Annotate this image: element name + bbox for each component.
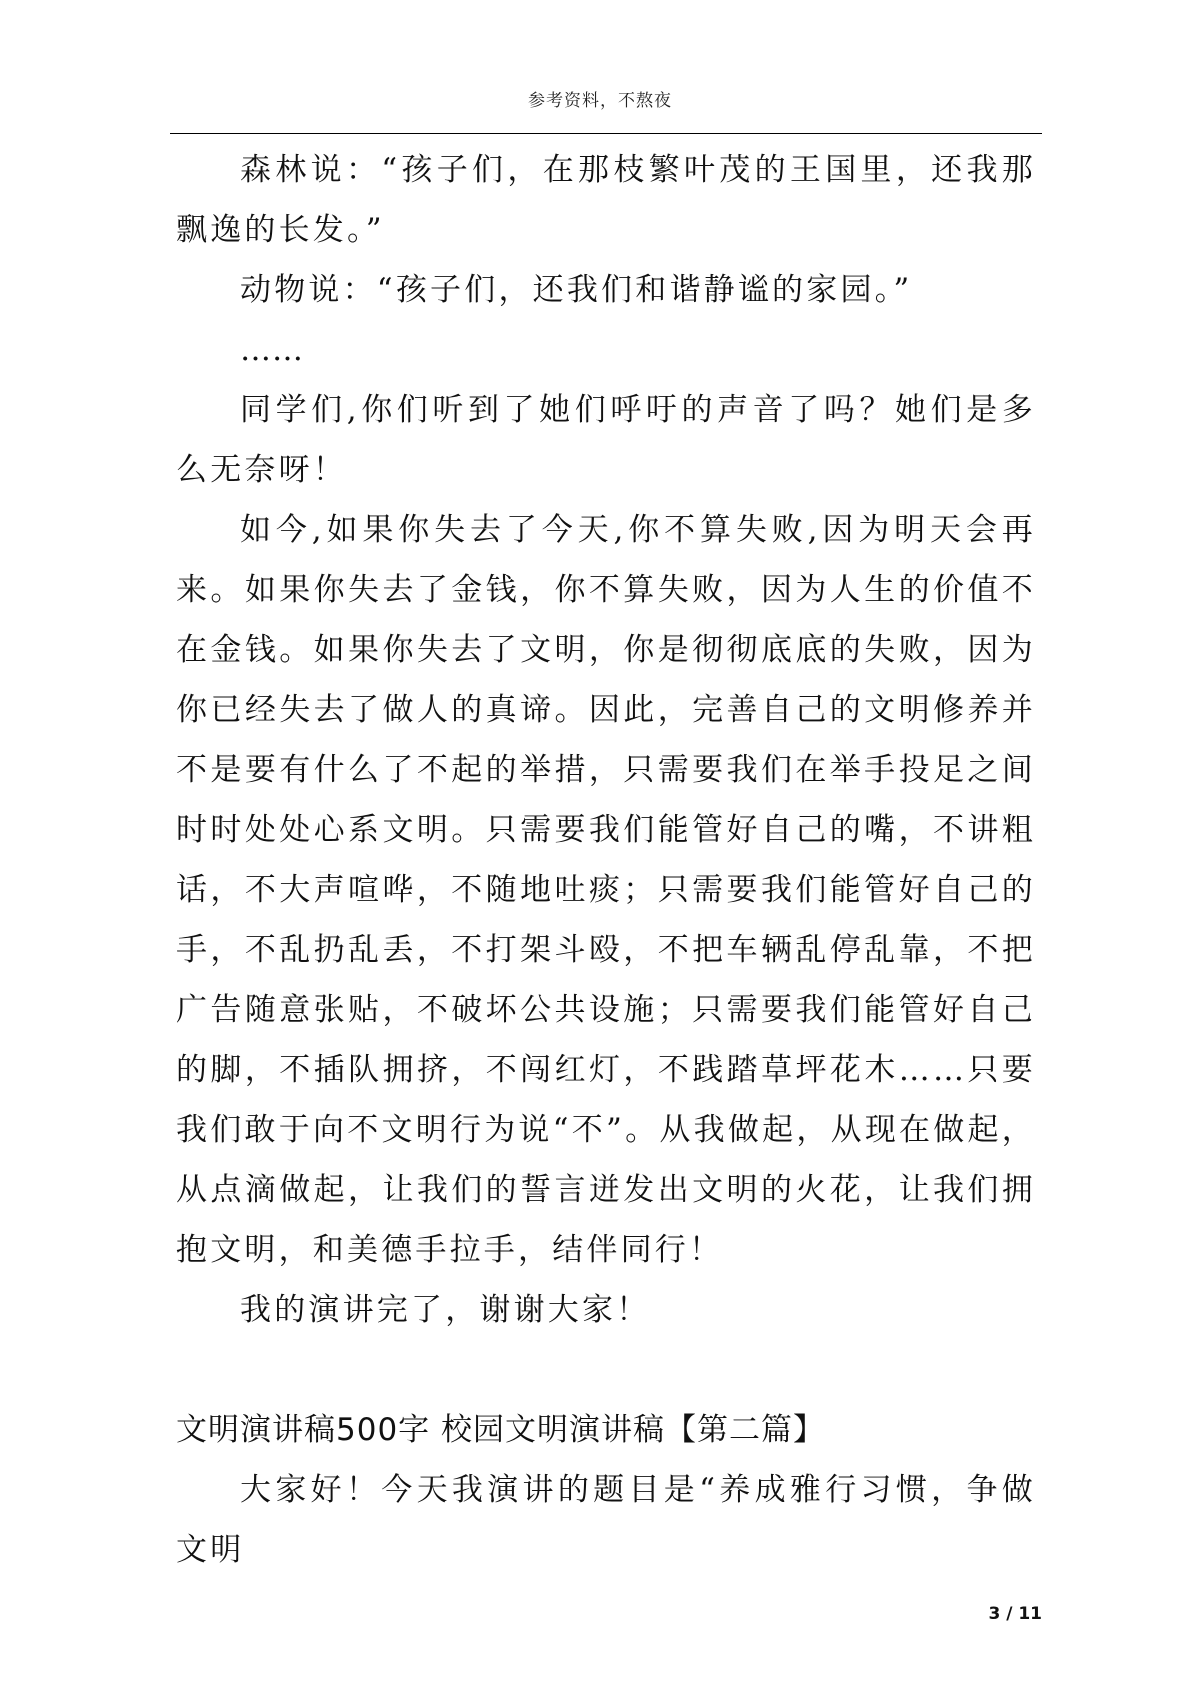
paragraph-classmates: 同学们,你们听到了她们呼吁的声音了吗？她们是多么无奈呀！ — [176, 392, 1036, 488]
header-divider — [170, 133, 1042, 134]
page-number: 3 / 11 — [988, 1604, 1042, 1624]
paragraph-forest: 森林说：“孩子们，在那枝繁叶茂的王国里，还我那飘逸的长发。” — [176, 152, 1036, 248]
page-header: 参考资料，不熬夜 — [528, 91, 672, 111]
paragraph-ellipsis: …… — [240, 332, 304, 368]
paragraph-animals: 动物说：“孩子们，还我们和谐静谧的家园。” — [240, 272, 913, 308]
paragraph-civilization: 如今,如果你失去了今天,你不算失败,因为明天会再来。如果你失去了金钱，你不算失败，因为人生的价值不在金钱。如果你失去了文明，你是彻彻底底的失败，因为你已经失去了做人的真谛。因此，完善自己的文明修养并不是要有什么了不起的举措，只需要我们在举手投足之间时时处处心系文明。只需要我们能管好自己的嘴，不讲粗话，不大声喧哗，不随地吐痰；只需要我们能管好自己的手，不乱扔乱丢，不打架斗殴，不把车辆乱停乱靠，不把广告随意张贴，不破坏公共设施；只需要我们能管好自己的脚，不插队拥挤，不闯红灯，不践踏草坪花木……只要我们敢于向不文明行为说“不”。从我做起，从现在做起，从点滴做起，让我们的誓言迸发出文明的火花，让我们拥抱文明，和美德手拉手，结伴同行！ — [176, 512, 1036, 1268]
document-body — [176, 140, 1036, 1580]
section-heading: 文明演讲稿500字 校园文明演讲稿【第二篇】 — [176, 1412, 826, 1448]
paragraph-closing: 我的演讲完了，谢谢大家！ — [240, 1292, 651, 1328]
paragraph-second-speech-intro: 大家好！今天我演讲的题目是“养成雅行习惯，争做文明 — [176, 1472, 1036, 1568]
